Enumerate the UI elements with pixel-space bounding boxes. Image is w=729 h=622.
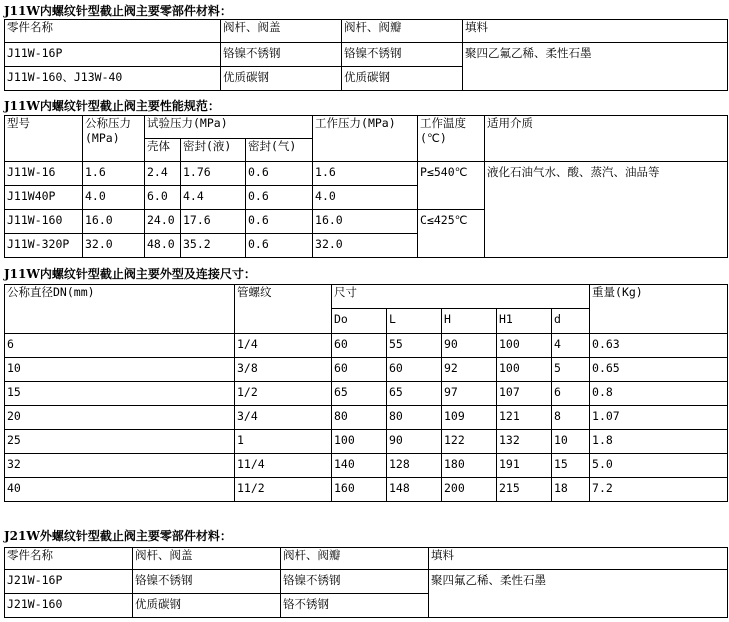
cell: J21W-160 bbox=[5, 594, 133, 618]
cell: 90 bbox=[442, 334, 497, 358]
cell: 4 bbox=[552, 334, 590, 358]
cell: 4.0 bbox=[83, 186, 145, 210]
cell: 160 bbox=[332, 478, 387, 502]
cell: 6 bbox=[552, 382, 590, 406]
cell: 优质碳钢 bbox=[133, 594, 281, 618]
table-row bbox=[5, 406, 728, 430]
cell: 100 bbox=[332, 430, 387, 454]
cell: 优质碳钢 bbox=[342, 67, 463, 91]
cell: 140 bbox=[332, 454, 387, 478]
header-part-name: 零件名称 bbox=[5, 20, 221, 43]
medium-cell: 液化石油气水、酸、蒸汽、油品等 bbox=[485, 162, 728, 258]
cell: 32.0 bbox=[313, 234, 418, 258]
table-header-row bbox=[5, 20, 728, 43]
cell: 0.63 bbox=[590, 334, 728, 358]
cell: 180 bbox=[442, 454, 497, 478]
cell: 1.8 bbox=[590, 430, 728, 454]
cell: 80 bbox=[332, 406, 387, 430]
cell: 18 bbox=[552, 478, 590, 502]
cell: 铬镍不锈钢 bbox=[281, 570, 429, 594]
section1-heading: J11W内螺纹针型截止阀主要零部件材料： bbox=[4, 4, 232, 18]
cell: J11W-160、J13W-40 bbox=[5, 67, 221, 91]
cell: 0.6 bbox=[246, 234, 313, 258]
cell: 0.6 bbox=[246, 162, 313, 186]
cell: 65 bbox=[387, 382, 442, 406]
table-header-row bbox=[5, 285, 728, 309]
table-header-row bbox=[5, 548, 728, 570]
cell: 55 bbox=[387, 334, 442, 358]
table-row bbox=[5, 334, 728, 358]
temp-cell-p: P≤540℃ bbox=[418, 162, 485, 210]
cell: J11W40P bbox=[5, 186, 83, 210]
header-part-name: 零件名称 bbox=[5, 548, 133, 570]
cell: 10 bbox=[552, 430, 590, 454]
table-row bbox=[5, 358, 728, 382]
header-dn: 公称直径DN(mm) bbox=[5, 285, 235, 334]
header-seal-gas: 密封(气) bbox=[246, 139, 313, 162]
cell: 100 bbox=[497, 334, 552, 358]
cell: 0.65 bbox=[590, 358, 728, 382]
cell: 15 bbox=[5, 382, 235, 406]
cell: 8 bbox=[552, 406, 590, 430]
cell: 16.0 bbox=[83, 210, 145, 234]
section3-heading: J11W内螺纹针型截止阀主要外型及连接尺寸： bbox=[4, 267, 256, 281]
header-stem-bonnet: 阀杆、阀盖 bbox=[221, 20, 342, 43]
table-row bbox=[5, 454, 728, 478]
header-thread: 管螺纹 bbox=[235, 285, 332, 334]
cell: 121 bbox=[497, 406, 552, 430]
cell: 5.0 bbox=[590, 454, 728, 478]
cell: 2.4 bbox=[145, 162, 181, 186]
cell: 优质碳钢 bbox=[221, 67, 342, 91]
cell: 1 bbox=[235, 430, 332, 454]
cell: 215 bbox=[497, 478, 552, 502]
cell: 1/4 bbox=[235, 334, 332, 358]
cell: 35.2 bbox=[181, 234, 246, 258]
cell: 6 bbox=[5, 334, 235, 358]
cell: J11W-16P bbox=[5, 43, 221, 67]
cell: 铬镍不锈钢 bbox=[133, 570, 281, 594]
cell: 0.8 bbox=[590, 382, 728, 406]
cell: 铬镍不锈钢 bbox=[342, 43, 463, 67]
cell: 1/2 bbox=[235, 382, 332, 406]
materials-table-j21w bbox=[4, 547, 728, 618]
header-do: Do bbox=[332, 309, 387, 334]
cell: J21W-16P bbox=[5, 570, 133, 594]
table-row bbox=[5, 162, 728, 186]
cell: 92 bbox=[442, 358, 497, 382]
cell: 25 bbox=[5, 430, 235, 454]
header-working-pressure: 工作压力(MPa) bbox=[313, 116, 418, 162]
header-h: H bbox=[442, 309, 497, 334]
cell: 1.76 bbox=[181, 162, 246, 186]
cell: 109 bbox=[442, 406, 497, 430]
header-weight: 重量(Kg) bbox=[590, 285, 728, 334]
cell: 100 bbox=[497, 358, 552, 382]
materials-table-j11w bbox=[4, 19, 728, 91]
cell: 11/4 bbox=[235, 454, 332, 478]
packing-cell: 聚四乙氟乙稀、柔性石墨 bbox=[463, 43, 728, 91]
cell: 128 bbox=[387, 454, 442, 478]
cell: 7.2 bbox=[590, 478, 728, 502]
cell: 48.0 bbox=[145, 234, 181, 258]
header-l: L bbox=[387, 309, 442, 334]
header-stem-bonnet: 阀杆、阀盖 bbox=[133, 548, 281, 570]
section2-heading: J11W内螺纹针型截止阀主要性能规范： bbox=[4, 99, 220, 113]
cell: 16.0 bbox=[313, 210, 418, 234]
header-stem-disc: 阀杆、阀瓣 bbox=[342, 20, 463, 43]
cell: 铬镍不锈钢 bbox=[221, 43, 342, 67]
cell: 铬不锈钢 bbox=[281, 594, 429, 618]
cell: 32.0 bbox=[83, 234, 145, 258]
cell: 122 bbox=[442, 430, 497, 454]
cell: 148 bbox=[387, 478, 442, 502]
cell: 132 bbox=[497, 430, 552, 454]
cell: 20 bbox=[5, 406, 235, 430]
cell: 4.0 bbox=[313, 186, 418, 210]
cell: 60 bbox=[332, 334, 387, 358]
header-nominal-pressure: 公称压力 (MPa) bbox=[83, 116, 145, 162]
cell: 1.6 bbox=[83, 162, 145, 186]
cell: 4.4 bbox=[181, 186, 246, 210]
cell: 40 bbox=[5, 478, 235, 502]
cell: 60 bbox=[387, 358, 442, 382]
cell: 107 bbox=[497, 382, 552, 406]
cell: 0.6 bbox=[246, 210, 313, 234]
packing-cell: 聚四氟乙稀、柔性石墨 bbox=[429, 570, 728, 618]
cell: 1.6 bbox=[313, 162, 418, 186]
cell: 80 bbox=[387, 406, 442, 430]
cell: J11W-320P bbox=[5, 234, 83, 258]
header-test-pressure: 试验压力(MPa) bbox=[145, 116, 313, 139]
cell: 24.0 bbox=[145, 210, 181, 234]
table-row bbox=[5, 570, 728, 594]
cell: J11W-16 bbox=[5, 162, 83, 186]
header-dimensions: 尺寸 bbox=[332, 285, 590, 309]
header-packing: 填料 bbox=[463, 20, 728, 43]
header-h1: H1 bbox=[497, 309, 552, 334]
header-working-temp: 工作温度 (℃) bbox=[418, 116, 485, 162]
cell: 0.6 bbox=[246, 186, 313, 210]
table-row bbox=[5, 430, 728, 454]
cell: 90 bbox=[387, 430, 442, 454]
header-medium: 适用介质 bbox=[485, 116, 728, 162]
temp-cell-c: C≤425℃ bbox=[418, 210, 485, 258]
cell: 6.0 bbox=[145, 186, 181, 210]
performance-table bbox=[4, 115, 728, 258]
cell: 10 bbox=[5, 358, 235, 382]
cell: J11W-160 bbox=[5, 210, 83, 234]
cell: 97 bbox=[442, 382, 497, 406]
dimensions-body bbox=[5, 334, 728, 502]
header-model: 型号 bbox=[5, 116, 83, 162]
cell: 65 bbox=[332, 382, 387, 406]
cell: 11/2 bbox=[235, 478, 332, 502]
table-row bbox=[5, 478, 728, 502]
cell: 3/4 bbox=[235, 406, 332, 430]
cell: 200 bbox=[442, 478, 497, 502]
cell: 17.6 bbox=[181, 210, 246, 234]
table-row bbox=[5, 382, 728, 406]
dimensions-table bbox=[4, 284, 728, 502]
cell: 5 bbox=[552, 358, 590, 382]
table-header-row bbox=[5, 116, 728, 139]
header-packing: 填料 bbox=[429, 548, 728, 570]
cell: 32 bbox=[5, 454, 235, 478]
header-stem-disc: 阀杆、阀瓣 bbox=[281, 548, 429, 570]
header-d: d bbox=[552, 309, 590, 334]
header-seal-liquid: 密封(液) bbox=[181, 139, 246, 162]
cell: 1.07 bbox=[590, 406, 728, 430]
cell: 191 bbox=[497, 454, 552, 478]
cell: 60 bbox=[332, 358, 387, 382]
cell: 3/8 bbox=[235, 358, 332, 382]
header-shell: 壳体 bbox=[145, 139, 181, 162]
cell: 15 bbox=[552, 454, 590, 478]
table-row bbox=[5, 43, 728, 67]
section4-heading: J21W外螺纹针型截止阀主要零部件材料： bbox=[4, 529, 232, 543]
